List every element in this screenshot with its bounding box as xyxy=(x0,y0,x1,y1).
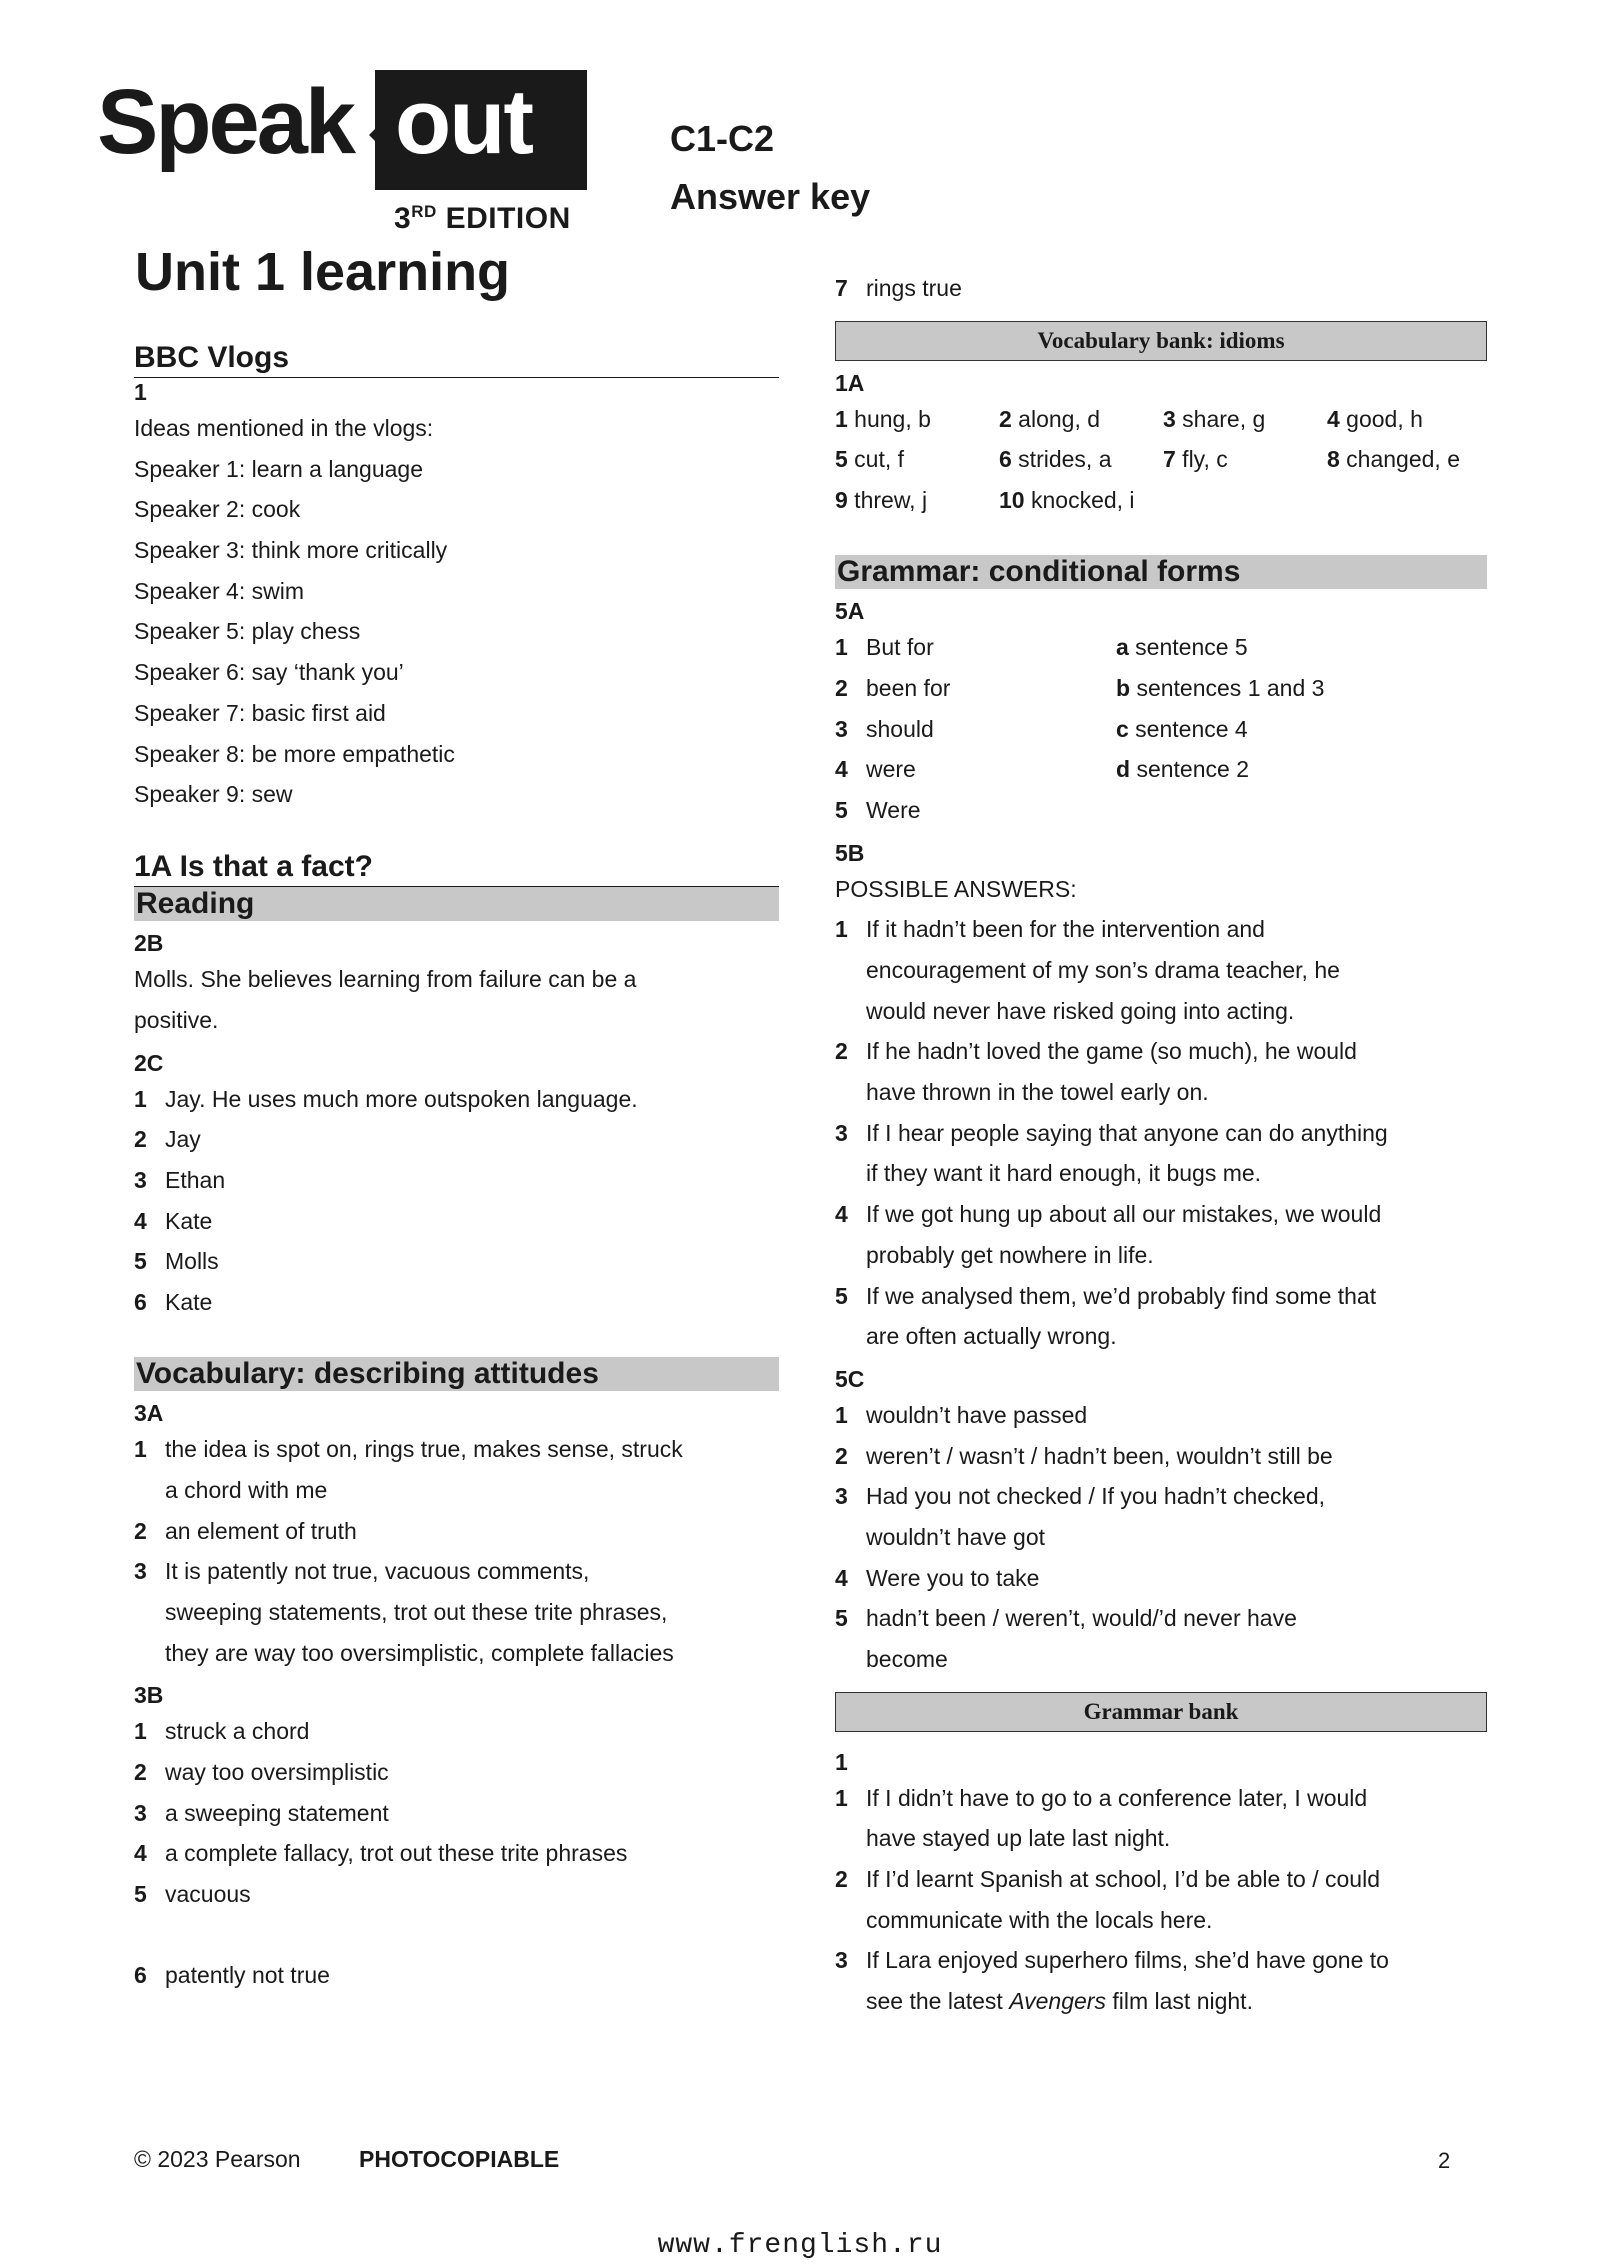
item-text: a sweeping statement xyxy=(165,1799,389,1826)
idiom-answer xyxy=(1327,439,1487,480)
match-text: sentence 4 xyxy=(1128,715,1248,742)
question-number: 5C xyxy=(835,1365,865,1392)
item-number: 2 xyxy=(134,1517,147,1544)
item-number: 5 xyxy=(835,1282,848,1309)
answer-row xyxy=(835,709,1487,750)
answer-key-label: Answer key xyxy=(670,176,871,217)
item-line: If I didn’t have to go to a conference later, I would xyxy=(866,1784,1368,1811)
speaker-line: Speaker 4: swim xyxy=(134,577,305,604)
answer-row xyxy=(835,749,1487,790)
answer-line: Molls. She believes learning from failure can be a xyxy=(134,966,637,993)
item-text xyxy=(165,1511,779,1552)
answer-item xyxy=(835,1113,1487,1194)
item-line: become xyxy=(866,1646,948,1673)
idiom-number: 6 xyxy=(999,446,1012,473)
item-number: 2 xyxy=(134,1126,147,1153)
idiom-answer xyxy=(835,439,999,480)
idiom-number: 1 xyxy=(835,405,848,432)
idiom-text: good, h xyxy=(1339,405,1423,432)
question-number: 1 xyxy=(835,1748,848,1775)
answer-table xyxy=(835,627,1487,831)
idiom-number: 9 xyxy=(835,487,848,513)
answer-item xyxy=(134,1079,779,1120)
answer-item xyxy=(835,1031,1487,1112)
idiom-number: 2 xyxy=(999,405,1012,432)
idiom-number: 5 xyxy=(835,446,848,473)
item-line: If he hadn’t loved the game (so much), he would xyxy=(866,1038,1357,1065)
right-column xyxy=(835,268,1487,2022)
idiom-text: fly, c xyxy=(1175,446,1228,473)
item-text: vacuous xyxy=(165,1881,251,1908)
answer-list xyxy=(835,1395,1487,1680)
answer-list xyxy=(134,1079,779,1323)
idiom-text: share, g xyxy=(1175,405,1266,432)
item-number: 3 xyxy=(134,1167,147,1194)
item-text: way too oversimplistic xyxy=(165,1759,389,1786)
item-line: weren’t / wasn’t / hadn’t been, wouldn’t still be xyxy=(866,1442,1333,1469)
idiom-answer xyxy=(835,399,999,440)
item-line: It is patently not true, vacuous comments, xyxy=(165,1558,590,1585)
question-number: 1 xyxy=(134,379,147,405)
item-text xyxy=(866,1194,1487,1275)
item-text xyxy=(866,1113,1487,1194)
item-line: the idea is spot on, rings true, makes sense, struck xyxy=(165,1436,683,1463)
match-text: sentence 5 xyxy=(1128,634,1248,661)
speaker-line: Speaker 5: play chess xyxy=(134,618,361,645)
item-number: 1 xyxy=(134,1718,147,1745)
item-line: Had you not checked / If you hadn’t checked, xyxy=(866,1483,1326,1510)
speaker-line: Speaker 8: be more empathetic xyxy=(134,740,455,767)
item-number: 1 xyxy=(134,1085,147,1112)
answer-item xyxy=(134,1551,779,1673)
item-line: if they want it hard enough, it bugs me. xyxy=(866,1160,1262,1187)
item-number: 1 xyxy=(134,1436,147,1463)
answer-item xyxy=(835,909,1487,1031)
answer-item xyxy=(134,1793,779,1834)
match-answer xyxy=(1116,627,1487,668)
idiom-text: hung, b xyxy=(847,405,931,432)
answer-row xyxy=(835,627,1487,668)
item-line: they are way too oversimplistic, complete fallacies xyxy=(165,1639,674,1666)
item-number: 5 xyxy=(835,796,848,823)
item-text: Kate xyxy=(165,1289,213,1316)
item-line: If I’d learnt Spanish at school, I’d be able to / could xyxy=(866,1866,1380,1893)
item-number: 5 xyxy=(134,1248,147,1275)
answer-item xyxy=(835,1476,1487,1557)
answer-item xyxy=(835,1194,1487,1275)
answer-item xyxy=(134,1511,779,1552)
item-line: wouldn’t have passed xyxy=(866,1401,1088,1428)
item-number: 4 xyxy=(835,1201,848,1228)
speaker-list xyxy=(134,449,779,815)
item-line: communicate with the locals here. xyxy=(866,1906,1213,1933)
question-number: 2C xyxy=(134,1049,164,1076)
question-number: 2B xyxy=(134,930,164,957)
item-number: 1 xyxy=(835,916,848,943)
item-line: sweeping statements, trot out these trite phrases, xyxy=(165,1599,668,1626)
idiom-text: threw, j xyxy=(847,487,928,513)
item-text: a complete fallacy, trot out these trite phrases xyxy=(165,1840,628,1867)
speaker-line: Speaker 9: sew xyxy=(134,781,293,808)
section-heading-reading: Reading xyxy=(134,887,779,922)
unit-title: Unit 1 learning xyxy=(135,242,511,302)
box-heading-vocab-bank: Vocabulary bank: idioms xyxy=(835,321,1487,361)
answer-item xyxy=(835,1276,1487,1357)
section-heading-bbc: BBC Vlogs xyxy=(134,340,779,378)
answer-item xyxy=(835,1436,1487,1477)
copyright-text: © 2023 Pearson xyxy=(134,2146,301,2172)
answer-item xyxy=(134,1282,779,1323)
item-text: Were xyxy=(866,796,921,823)
item-text xyxy=(866,1476,1487,1557)
answer-row xyxy=(835,790,1487,831)
answer-item xyxy=(134,1119,779,1160)
answer-line: positive. xyxy=(134,1007,219,1034)
item-line: If we got hung up about all our mistakes, we would xyxy=(866,1201,1382,1228)
answer-item xyxy=(134,1833,779,1874)
item-line: wouldn’t have got xyxy=(866,1523,1046,1550)
item-line: If I hear people saying that anyone can do anything xyxy=(866,1119,1388,1146)
item-text xyxy=(866,1031,1487,1112)
answer-item xyxy=(835,1598,1487,1679)
item-number: 4 xyxy=(835,1564,848,1591)
match-letter: c xyxy=(1116,715,1129,742)
answer-list xyxy=(835,1778,1487,1941)
item-line: probably get nowhere in life. xyxy=(866,1241,1154,1268)
item-number: 4 xyxy=(835,756,848,783)
question-number: 3B xyxy=(134,1682,164,1709)
answer-item: 6 patently not true xyxy=(134,1961,330,1988)
item-text: Jay xyxy=(165,1126,201,1153)
item-number: 2 xyxy=(835,1442,848,1469)
answer-item xyxy=(134,1752,779,1793)
item-line: have stayed up late last night. xyxy=(866,1825,1171,1852)
item-text: should xyxy=(866,715,934,742)
logo-out-text: out xyxy=(395,71,533,173)
answer-line: Ideas mentioned in the vlogs: xyxy=(134,414,434,441)
match-letter: a xyxy=(1116,634,1129,661)
item-text: struck a chord xyxy=(165,1718,310,1745)
item-number: 3 xyxy=(134,1558,147,1585)
item-number: 3 xyxy=(835,1483,848,1510)
answer-list xyxy=(134,1429,779,1673)
idiom-text: cut, f xyxy=(847,446,905,473)
answer-item xyxy=(835,1395,1487,1436)
match-answer xyxy=(1116,668,1487,709)
idiom-answer xyxy=(999,480,1163,521)
answer-list xyxy=(835,909,1487,1357)
item-number: 1 xyxy=(835,634,848,661)
section-heading-grammar: Grammar: conditional forms xyxy=(835,555,1487,590)
item-text xyxy=(866,1598,1487,1679)
idiom-text: knocked, i xyxy=(1024,487,1135,513)
match-letter: d xyxy=(1116,756,1131,783)
item-number: 4 xyxy=(134,1207,147,1234)
item-number: 4 xyxy=(134,1840,147,1867)
answer-item xyxy=(134,1201,779,1242)
question-number: 1A xyxy=(835,369,865,396)
answer-item xyxy=(835,1859,1487,1940)
item-line: If we analysed them, we’d probably find some that xyxy=(866,1282,1377,1309)
answer-item xyxy=(134,1429,779,1510)
answer-item: 3 If Lara enjoyed superhero films, she’d have gone to see the latest Avengers film last night. xyxy=(835,1947,1389,2015)
item-number: 3 xyxy=(134,1799,147,1826)
item-number: 1 xyxy=(835,1784,848,1811)
level-label: C1-C2 xyxy=(670,118,775,159)
match-answer xyxy=(1116,709,1487,750)
answer-item xyxy=(134,1241,779,1282)
item-text xyxy=(866,1276,1487,1357)
idiom-answer xyxy=(1327,399,1487,440)
question-number: 5A xyxy=(835,598,865,625)
item-text: been for xyxy=(866,674,951,701)
answer-item xyxy=(134,1711,779,1752)
item-number: 2 xyxy=(134,1759,147,1786)
item-line: a chord with me xyxy=(165,1476,328,1503)
match-answer xyxy=(1116,790,1487,831)
answer-item xyxy=(835,1558,1487,1599)
item-line: would never have risked going into acting. xyxy=(866,997,1295,1024)
speaker-line: Speaker 2: cook xyxy=(134,496,301,523)
question-number: 5B xyxy=(835,839,865,866)
match-answer xyxy=(1116,749,1487,790)
item-number: 2 xyxy=(835,1038,848,1065)
left-column xyxy=(134,340,779,1996)
item-number: 3 xyxy=(835,715,848,742)
item-text xyxy=(866,1395,1487,1436)
item-number: 6 xyxy=(134,1289,147,1316)
idiom-text: strides, a xyxy=(1011,446,1112,473)
item-number: 2 xyxy=(835,1866,848,1893)
item-text xyxy=(866,1778,1487,1859)
page-number: 2 xyxy=(1438,2148,1451,2173)
answer-item xyxy=(134,1160,779,1201)
answer-item xyxy=(134,1874,779,1915)
item-line: have thrown in the towel early on. xyxy=(866,1079,1209,1106)
item-number: 1 xyxy=(835,1401,848,1428)
idiom-number: 8 xyxy=(1327,446,1340,473)
speaker-line: Speaker 3: think more critically xyxy=(134,537,448,563)
idiom-number: 7 xyxy=(1163,446,1176,473)
speaker-line: Speaker 6: say ‘thank you’ xyxy=(134,659,404,686)
item-line: an element of truth xyxy=(165,1517,357,1544)
item-text xyxy=(866,909,1487,1031)
answer-item: 7 rings true xyxy=(835,275,962,301)
item-text: Ethan xyxy=(165,1167,226,1194)
answer-row xyxy=(835,668,1487,709)
answer-list xyxy=(134,1711,779,1915)
item-text: Kate xyxy=(165,1207,213,1234)
idiom-text: along, d xyxy=(1011,405,1101,432)
idiom-answer xyxy=(999,439,1163,480)
idiom-answer xyxy=(1163,439,1327,480)
answer-line: POSSIBLE ANSWERS: xyxy=(835,875,1077,902)
item-text: Jay. He uses much more outspoken language. xyxy=(165,1085,638,1112)
item-line: are often actually wrong. xyxy=(866,1323,1117,1350)
item-line: hadn’t been / weren’t, would/’d never have xyxy=(866,1605,1297,1632)
item-text xyxy=(165,1551,779,1673)
idiom-number: 10 xyxy=(999,487,1025,513)
item-text: But for xyxy=(866,634,934,661)
item-text xyxy=(165,1429,779,1510)
item-line: encouragement of my son’s drama teacher, he xyxy=(866,956,1340,983)
idioms-answer-grid xyxy=(835,399,1487,521)
speaker-line: Speaker 1: learn a language xyxy=(134,455,423,482)
idiom-text: changed, e xyxy=(1339,446,1461,473)
item-number: 2 xyxy=(835,674,848,701)
item-line: Were you to take xyxy=(866,1564,1040,1591)
watermark-url: www.frenglish.ru xyxy=(657,2230,943,2261)
section-heading-vocab: Vocabulary: describing attitudes xyxy=(134,1357,779,1392)
idiom-number: 4 xyxy=(1327,405,1340,432)
item-text xyxy=(866,1558,1487,1599)
item-text xyxy=(866,1859,1487,1940)
question-number: 3A xyxy=(134,1400,164,1427)
photocopiable-label: PHOTOCOPIABLE xyxy=(359,2146,560,2172)
section-heading-fact: 1A Is that a fact? xyxy=(134,849,779,887)
item-number: 5 xyxy=(134,1881,147,1908)
item-number: 5 xyxy=(835,1605,848,1632)
box-heading-grammar-bank: Grammar bank xyxy=(835,1692,1487,1732)
item-text: were xyxy=(866,756,916,783)
logo-edition: 3RD EDITION xyxy=(394,202,571,235)
item-line: If it hadn’t been for the intervention and xyxy=(866,916,1265,943)
answer-item xyxy=(835,1778,1487,1859)
logo-speak-text: Speak xyxy=(97,71,354,173)
idiom-answer xyxy=(1163,399,1327,440)
item-number: 3 xyxy=(835,1119,848,1146)
match-text: sentences 1 and 3 xyxy=(1130,674,1325,701)
item-text: Molls xyxy=(165,1248,219,1275)
match-letter: b xyxy=(1116,674,1131,701)
idiom-answer xyxy=(835,480,999,521)
idiom-number: 3 xyxy=(1163,405,1176,432)
speaker-line: Speaker 7: basic first aid xyxy=(134,699,386,726)
match-text: sentence 2 xyxy=(1130,756,1249,783)
item-text xyxy=(866,1436,1487,1477)
idiom-answer xyxy=(999,399,1163,440)
